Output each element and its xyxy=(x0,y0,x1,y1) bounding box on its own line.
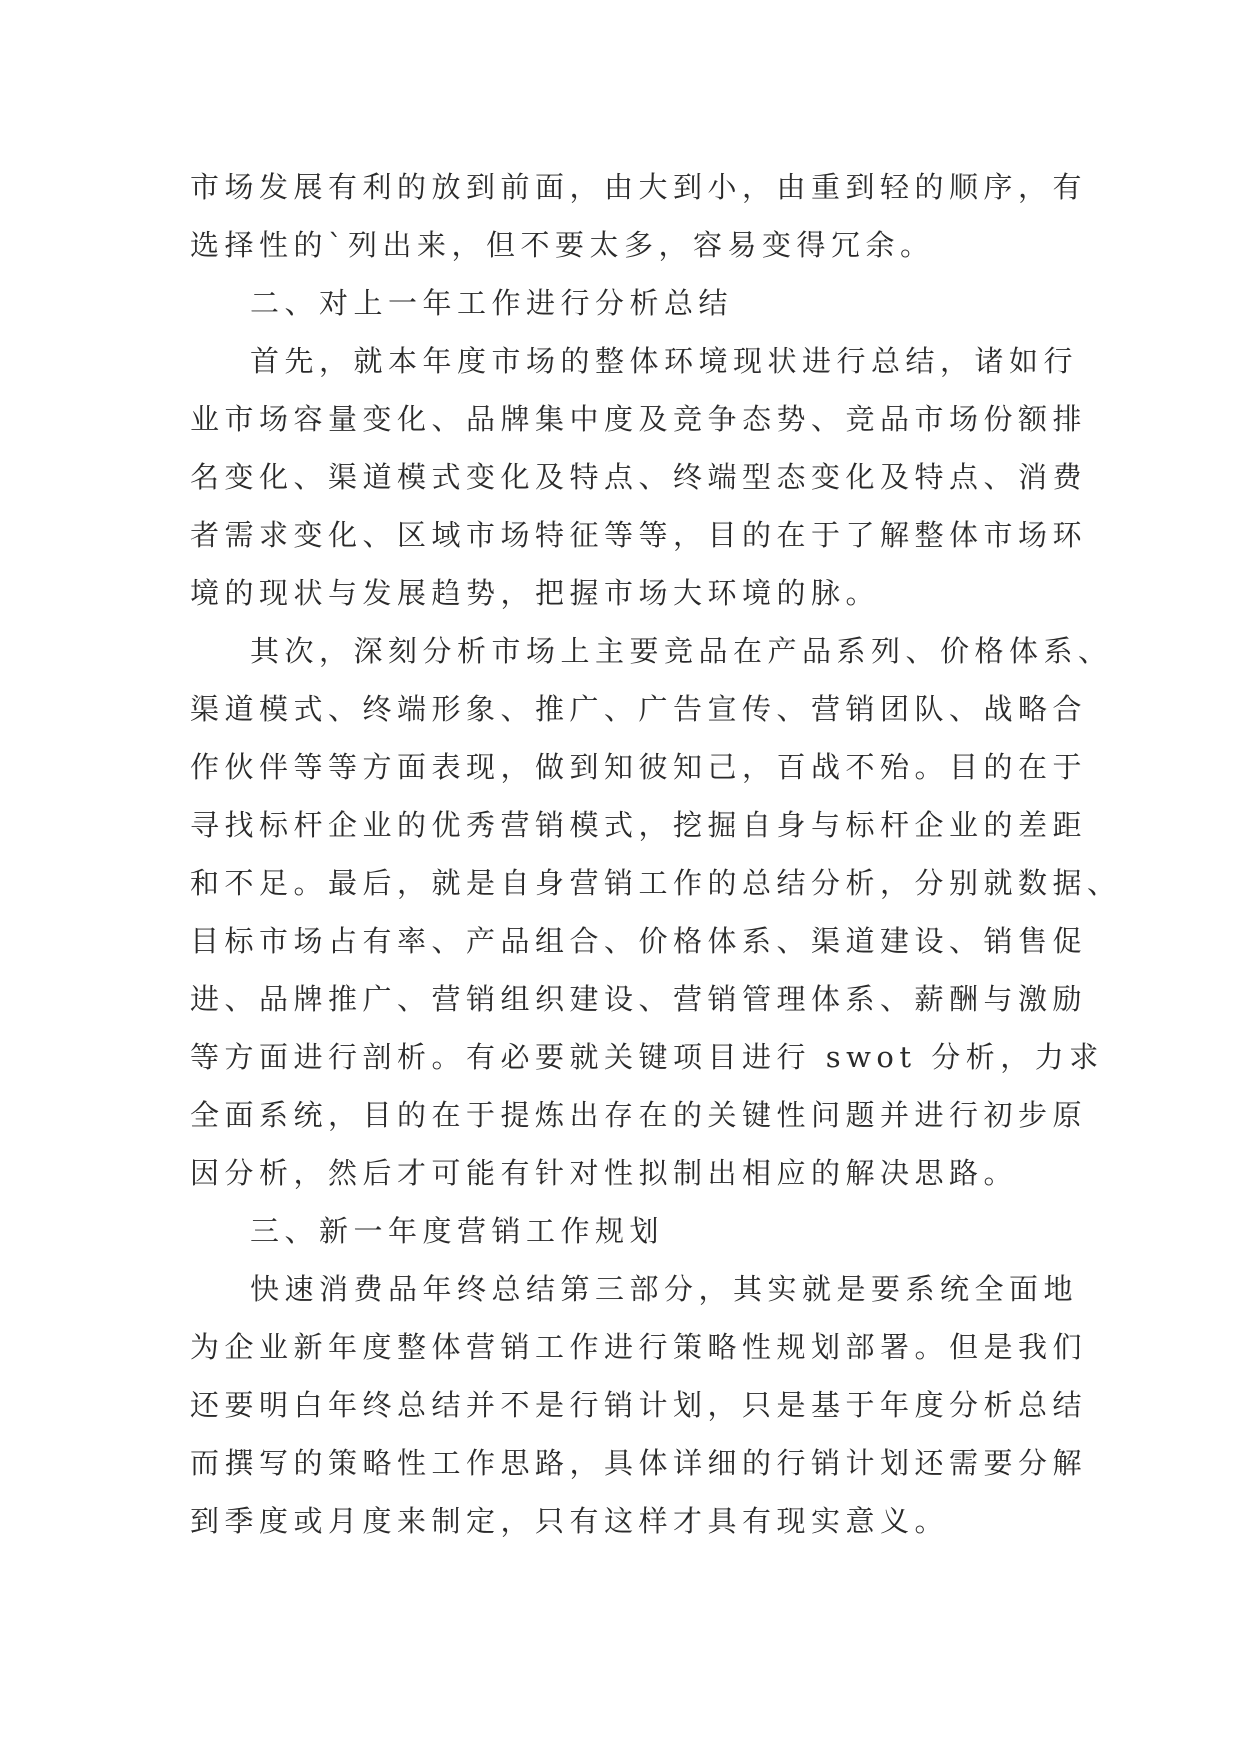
paragraph-line: 首先，就本年度市场的整体环境现状进行总结，诸如行 xyxy=(250,344,1079,378)
section-2-paragraph-1 xyxy=(190,332,1088,622)
paragraph-line: 作伙伴等等方面表现，做到知彼知己，百战不殆。目的在于 xyxy=(190,750,1088,784)
paragraph-line: 快速消费品年终总结第三部分，其实就是要系统全面地 xyxy=(250,1272,1079,1306)
paragraph-line: 名变化、渠道模式变化及特点、终端型态变化及特点、消费 xyxy=(190,460,1088,494)
paragraph-line: 等方面进行剖析。有必要就关键项目进行 swot 分析，力求 xyxy=(190,1040,1104,1074)
section-heading-3: 三、新一年度营销工作规划 xyxy=(250,1214,665,1248)
paragraph-line: 寻找标杆企业的优秀营销模式，挖掘自身与标杆企业的差距 xyxy=(190,808,1088,842)
paragraph-line: 因分析，然后才可能有针对性拟制出相应的解决思路。 xyxy=(190,1156,1019,1190)
paragraph-line: 而撰写的策略性工作思路，具体详细的行销计划还需要分解 xyxy=(190,1446,1088,1480)
paragraph-line: 为企业新年度整体营销工作进行策略性规划部署。但是我们 xyxy=(190,1330,1088,1364)
document-page xyxy=(190,158,1122,1550)
paragraph-line: 渠道模式、终端形象、推广、广告宣传、营销团队、战略合 xyxy=(190,692,1088,726)
paragraph-line: 其次，深刻分析市场上主要竞品在产品系列、价格体系、 xyxy=(250,634,1113,668)
paragraph-line: 市场发展有利的放到前面，由大到小，由重到轻的顺序，有 xyxy=(190,170,1088,204)
paragraph-line: 和不足。最后，就是自身营销工作的总结分析，分别就数据、 xyxy=(190,866,1122,900)
paragraph-line: 进、品牌推广、营销组织建设、营销管理体系、薪酬与激励 xyxy=(190,982,1088,1016)
paragraph-line: 者需求变化、区域市场特征等等，目的在于了解整体市场环 xyxy=(190,518,1088,552)
paragraph-line: 目标市场占有率、产品组合、价格体系、渠道建设、销售促 xyxy=(190,924,1088,958)
paragraph-line: 境的现状与发展趋势，把握市场大环境的脉。 xyxy=(190,576,881,610)
section-2-paragraph-2 xyxy=(190,622,1122,1202)
paragraph-line: 选择性的`列出来，但不要太多，容易变得冗余。 xyxy=(190,228,935,262)
paragraph-line: 全面系统，目的在于提炼出存在的关键性问题并进行初步原 xyxy=(190,1098,1088,1132)
paragraph-line: 业市场容量变化、品牌集中度及竞争态势、竞品市场份额排 xyxy=(190,402,1088,436)
paragraph-line: 还要明白年终总结并不是行销计划，只是基于年度分析总结 xyxy=(190,1388,1088,1422)
section-3-paragraph-1 xyxy=(190,1260,1088,1550)
paragraph-line: 到季度或月度来制定，只有这样才具有现实意义。 xyxy=(190,1504,950,1538)
continuation-paragraph xyxy=(190,158,1088,274)
section-heading-2: 二、对上一年工作进行分析总结 xyxy=(250,286,734,320)
